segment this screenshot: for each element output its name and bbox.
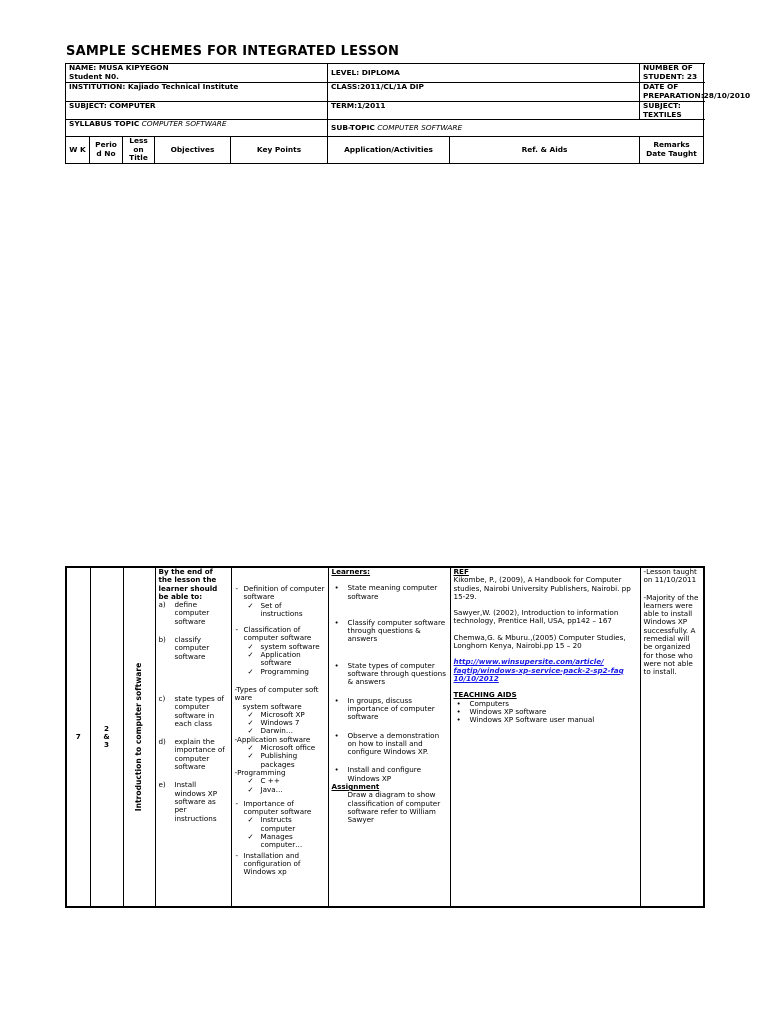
col-lesson-title: Less on Title	[123, 137, 155, 164]
period-c: 3	[103, 740, 109, 750]
kp-installation: - Installation and configuration of Windows xp	[235, 852, 325, 877]
kp-check-item: ✓ Java…	[235, 786, 325, 794]
activity-item: • Install and configure Windows XP	[332, 766, 447, 783]
kp-application-software: -Application software	[234, 734, 311, 744]
period-cell	[90, 567, 123, 907]
teaching-aids-heading: TEACHING AIDS	[453, 690, 517, 700]
activities-cell	[328, 567, 450, 907]
activities-list	[332, 584, 447, 783]
activity-item: • Classify computer software through questions & answers	[332, 619, 447, 644]
period-a: 2	[103, 723, 109, 733]
ref-item: Chemwa,G. & Mburu.,(2005) Computer Studies, Longhorn Kenya, Nairobi.pp 15 – 20	[453, 632, 626, 651]
kp-definition: - Definition of computer software	[235, 585, 325, 602]
subtopic-cell	[328, 120, 704, 137]
col-wk: W K	[66, 137, 90, 164]
kp-check-item: ✓ C ++	[235, 777, 325, 785]
name-cell	[66, 64, 328, 83]
assignment-heading: Assignment	[331, 782, 380, 792]
subject-computer-cell: SUBJECT: COMPUTER	[66, 102, 328, 120]
activity-item: • Observe a demonstration on how to install and configure Windows XP.	[332, 732, 447, 757]
objectives-list	[159, 601, 228, 823]
aid-item: • Computers	[454, 700, 637, 708]
class-cell: CLASS:2011/CL/1A DIP	[328, 83, 640, 102]
student-name: NAME: MUSA KIPYEGON	[69, 63, 169, 72]
objective-item: d) explain the importance of computer software	[158, 737, 225, 772]
activity-item: • State types of computer software through questions & answers	[332, 662, 447, 687]
remarks-taught: -Lesson taught on 11/10/2011	[643, 567, 697, 585]
subtopic-value: COMPUTER SOFTWARE	[377, 122, 463, 132]
kp-check-item: ✓ Microsoft XP	[235, 711, 325, 719]
kp-types: -Types of computer soft ware	[234, 684, 319, 703]
lesson-table	[65, 566, 705, 908]
activity-item: • In groups, discuss importance of computer software	[332, 697, 447, 722]
aid-item: • Windows XP Software user manual	[454, 716, 637, 724]
objective-item: e) Install windows XP software as per instructions	[158, 780, 218, 823]
header-table	[65, 63, 751, 164]
col-period: Perio d No	[90, 137, 123, 164]
kp-check-item: ✓ system software	[235, 643, 325, 651]
reference-link[interactable]: http://www.winsupersite.com/article/ faqtip/windows-xp-service-pack-2-sp2-faq 10/10/2012	[453, 657, 624, 683]
kp-check-item: ✓ Darwin…	[235, 727, 325, 735]
kp-importance: - Importance of computer software	[235, 800, 325, 817]
lesson-title-cell	[123, 567, 155, 907]
kp-check-item: ✓ Set of instructions	[235, 602, 325, 619]
col-ref-aids: Ref. & Aids	[450, 137, 640, 164]
col-remarks: Remarks Date Taught	[640, 137, 704, 164]
col-objectives: Objectives	[155, 137, 231, 164]
kp-check-item: ✓ Application software	[235, 651, 325, 668]
col-key-points: Key Points	[231, 137, 328, 164]
ref-aids-cell	[450, 567, 640, 907]
objective-item: a) define computer software	[158, 600, 210, 626]
col-activities: Application/Activities	[328, 137, 450, 164]
subtopic-label: SUB-TOPIC	[331, 122, 375, 132]
syllabus-value: COMPUTER SOFTWARE	[141, 119, 227, 129]
kp-programming: -Programming	[234, 767, 286, 777]
objectives-cell	[155, 567, 231, 907]
week-cell: 7	[66, 567, 90, 907]
term-cell: TERM:1/2011	[328, 102, 640, 120]
student-number: Student N0.	[69, 71, 119, 81]
lesson-title: Introduction to computer software	[133, 662, 143, 812]
aid-item: • Windows XP software	[454, 708, 637, 716]
level-cell: LEVEL: DIPLOMA	[328, 64, 640, 83]
date-prep-cell: DATE OF PREPARATION:28/10/2010	[640, 83, 704, 102]
institution-cell: INSTITUTION: Kajiado Technical Institute	[66, 83, 328, 102]
remarks-outcome: -Majority of the learners were able to install Windows XP successfully. A remedial will be organized for those who were not able to install.	[643, 592, 699, 677]
objectives-intro: By the end of the lesson the learner should be able to:	[158, 567, 218, 601]
remarks-cell	[640, 567, 704, 907]
activities-heading: Learners:	[331, 567, 371, 576]
ref-item: Kikombe, P., (2009), A Handbook for Computer studies, Nairobi University Publishers, Nairobi. pp 15-29.	[453, 575, 631, 601]
ref-heading: REF	[453, 567, 469, 576]
assignment-text: Draw a diagram to show classification of computer software refer to William Sawyer	[347, 790, 441, 825]
kp-check-item: ✓ Manages computer…	[235, 833, 325, 850]
period-b: &	[103, 731, 110, 741]
page-title: SAMPLE SCHEMES FOR INTEGRATED LESSON	[66, 44, 400, 59]
kp-check-item: ✓ Microsoft office	[235, 744, 325, 752]
subject-textiles-cell: SUBJECT: TEXTILES	[640, 102, 704, 120]
kp-check-item: ✓ Windows 7	[235, 719, 325, 727]
ref-item: Sawyer,W. (2002), Introduction to information technology, Prentice Hall, USA, pp142 – 167	[453, 608, 619, 626]
activity-item: • State meaning computer software	[332, 584, 447, 601]
kp-check-item: ✓ Instructs computer	[235, 816, 325, 833]
syllabus-topic-cell	[66, 120, 328, 137]
teaching-aids-list	[454, 700, 637, 725]
kp-system-software: system software	[242, 701, 302, 711]
objective-item: b) classify computer software	[158, 635, 210, 661]
kp-check-item: ✓ Publishing packages	[235, 752, 325, 769]
objective-item: c) state types of computer software in each class	[158, 693, 225, 728]
key-points-cell	[231, 567, 328, 907]
num-students-cell: NUMBER OF STUDENT: 23	[640, 64, 704, 83]
syllabus-label: SYLLABUS TOPIC	[69, 119, 140, 129]
kp-check-item: ✓ Programming	[235, 668, 325, 676]
kp-classification: - Classification of computer software	[235, 626, 325, 643]
